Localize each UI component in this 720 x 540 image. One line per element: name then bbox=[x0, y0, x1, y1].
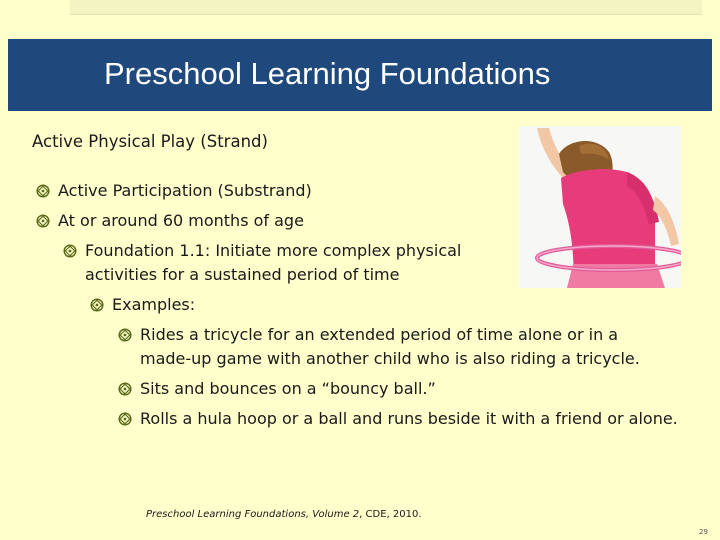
bullet-text-line2: activities for a sustained period of time bbox=[85, 265, 400, 284]
bullet-text: At or around 60 months of age bbox=[58, 211, 304, 230]
target-bullet-icon bbox=[118, 382, 132, 396]
bullet-age bbox=[58, 209, 304, 233]
citation-title: Preschool Learning Foundations, Volume 2 bbox=[146, 509, 360, 520]
child-hula-hoop-photo bbox=[519, 126, 681, 288]
citation-source: , CDE, 2010. bbox=[359, 509, 422, 520]
strand-heading: Active Physical Play (Strand) bbox=[32, 132, 268, 151]
bullet-text-line2: made-up game with another child who is also riding a tricycle. bbox=[140, 349, 640, 368]
target-bullet-icon bbox=[36, 214, 50, 228]
target-bullet-icon bbox=[118, 328, 132, 342]
bullet-example-hula-hoop bbox=[140, 407, 678, 431]
bullet-text: Rolls a hula hoop or a ball and runs beside it with a friend or alone. bbox=[140, 409, 678, 428]
target-bullet-icon bbox=[63, 244, 77, 258]
bullet-text: Active Participation (Substrand) bbox=[58, 181, 312, 200]
citation bbox=[146, 509, 422, 520]
bullet-text: Examples: bbox=[112, 295, 196, 314]
bullet-text-line1: Rides a tricycle for an extended period of time alone or in a bbox=[140, 325, 619, 344]
bullet-text: Sits and bounces on a “bouncy ball.” bbox=[140, 379, 436, 398]
target-bullet-icon bbox=[36, 184, 50, 198]
target-bullet-icon bbox=[118, 412, 132, 426]
target-bullet-icon bbox=[90, 298, 104, 312]
top-strip bbox=[70, 0, 702, 15]
bullet-foundation bbox=[85, 239, 461, 287]
bullet-example-bouncy-ball bbox=[140, 377, 436, 401]
bullet-examples bbox=[112, 293, 195, 317]
page-number: 29 bbox=[699, 528, 708, 536]
bullet-example-tricycle bbox=[140, 323, 640, 371]
bullet-text-line1: Foundation 1.1: Initiate more complex physical bbox=[85, 241, 462, 260]
slide-title: Preschool Learning Foundations bbox=[104, 56, 551, 91]
bullet-substrand bbox=[58, 179, 312, 203]
